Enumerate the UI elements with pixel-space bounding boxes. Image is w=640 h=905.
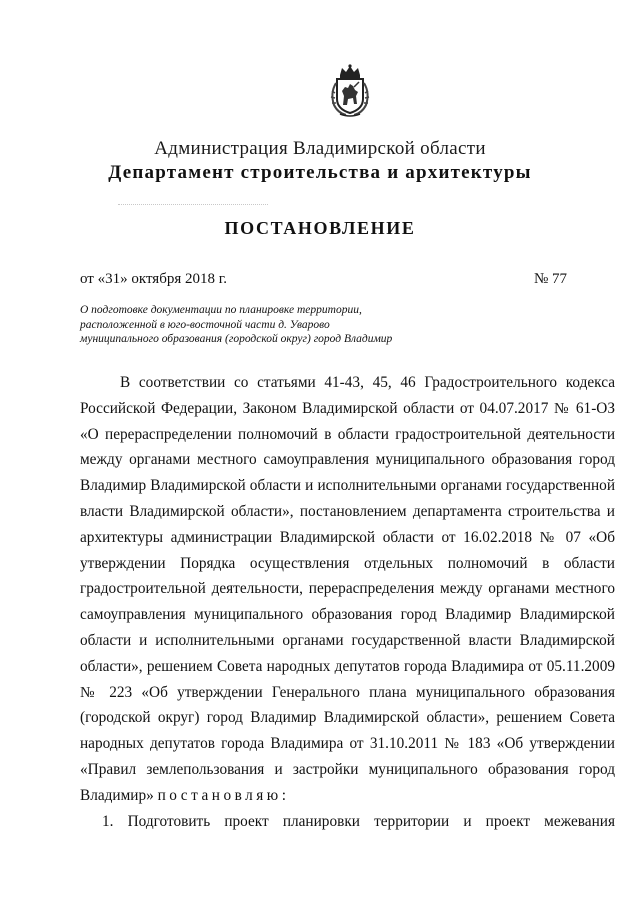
body-line: «Правил землепользования и застройки муниципального образования город bbox=[80, 760, 615, 778]
document-date: от «31» октября 2018 г. bbox=[80, 271, 227, 287]
subject-line: муниципального образования (городской округ) город Владимир bbox=[80, 333, 393, 345]
subject-line: О подготовке документации по планировке территории, bbox=[80, 304, 362, 316]
body-line: градостроительной деятельности, перераспределения между органами местного bbox=[80, 580, 615, 598]
coat-of-arms-icon bbox=[328, 63, 372, 117]
body-line: «О перераспределении полномочий в области градостроительной деятельности bbox=[80, 425, 615, 443]
organization-name: Администрация Владимирской области bbox=[154, 138, 486, 159]
body-line: власти Владимирской области», постановлением департамента строительства и bbox=[80, 502, 615, 520]
body-line: (городской округ) город Владимир Владимирской области», решением Совета bbox=[80, 709, 615, 727]
body-line-prefix: Владимир» bbox=[80, 786, 158, 804]
document-body bbox=[80, 370, 615, 834]
body-line: архитектуры администрации Владимирской области от 16.02.2018 № 07 «Об bbox=[80, 528, 615, 546]
body-line: самоуправления муниципального образования город Владимир Владимирской bbox=[80, 606, 615, 624]
body-line-final bbox=[80, 783, 615, 809]
list-item: 1. Подготовить проект планировки территории и проект межевания bbox=[102, 812, 615, 830]
document-number: № 77 bbox=[533, 271, 567, 287]
document-title: ПОСТАНОВЛЕНИЕ bbox=[224, 218, 416, 238]
body-line: В соответствии со статьями 41-43, 45, 46 Градостроительного кодекса bbox=[120, 374, 615, 391]
body-line: народных депутатов города Владимира от 31.10.2011 № 183 «Об утверждении bbox=[80, 735, 615, 753]
body-line: утверждении Порядка осуществления отдельных полномочий в области bbox=[80, 554, 615, 572]
body-line: области и исполнительными органами государственной власти Владимирской bbox=[80, 631, 615, 649]
body-line: Российской Федерации, Законом Владимирской области от 04.07.2017 № 61-ОЗ bbox=[80, 399, 615, 417]
divider bbox=[118, 204, 268, 205]
subject-line: расположенной в юго-восточной части д. Уварово bbox=[80, 318, 330, 331]
body-line: Владимир Владимирской области и исполнительными органами государственной bbox=[80, 477, 615, 495]
document-subject bbox=[80, 303, 500, 347]
resolution-word: постановляю: bbox=[157, 786, 290, 804]
body-line: № 223 «Об утверждении Генерального плана муниципального образования bbox=[80, 683, 615, 701]
body-line: между органами местного самоуправления муниципального образования город bbox=[80, 451, 615, 469]
department-name: Департамент строительства и архитектуры bbox=[108, 162, 532, 183]
body-line: области», решением Совета народных депутатов города Владимира от 05.11.2009 bbox=[80, 657, 615, 675]
